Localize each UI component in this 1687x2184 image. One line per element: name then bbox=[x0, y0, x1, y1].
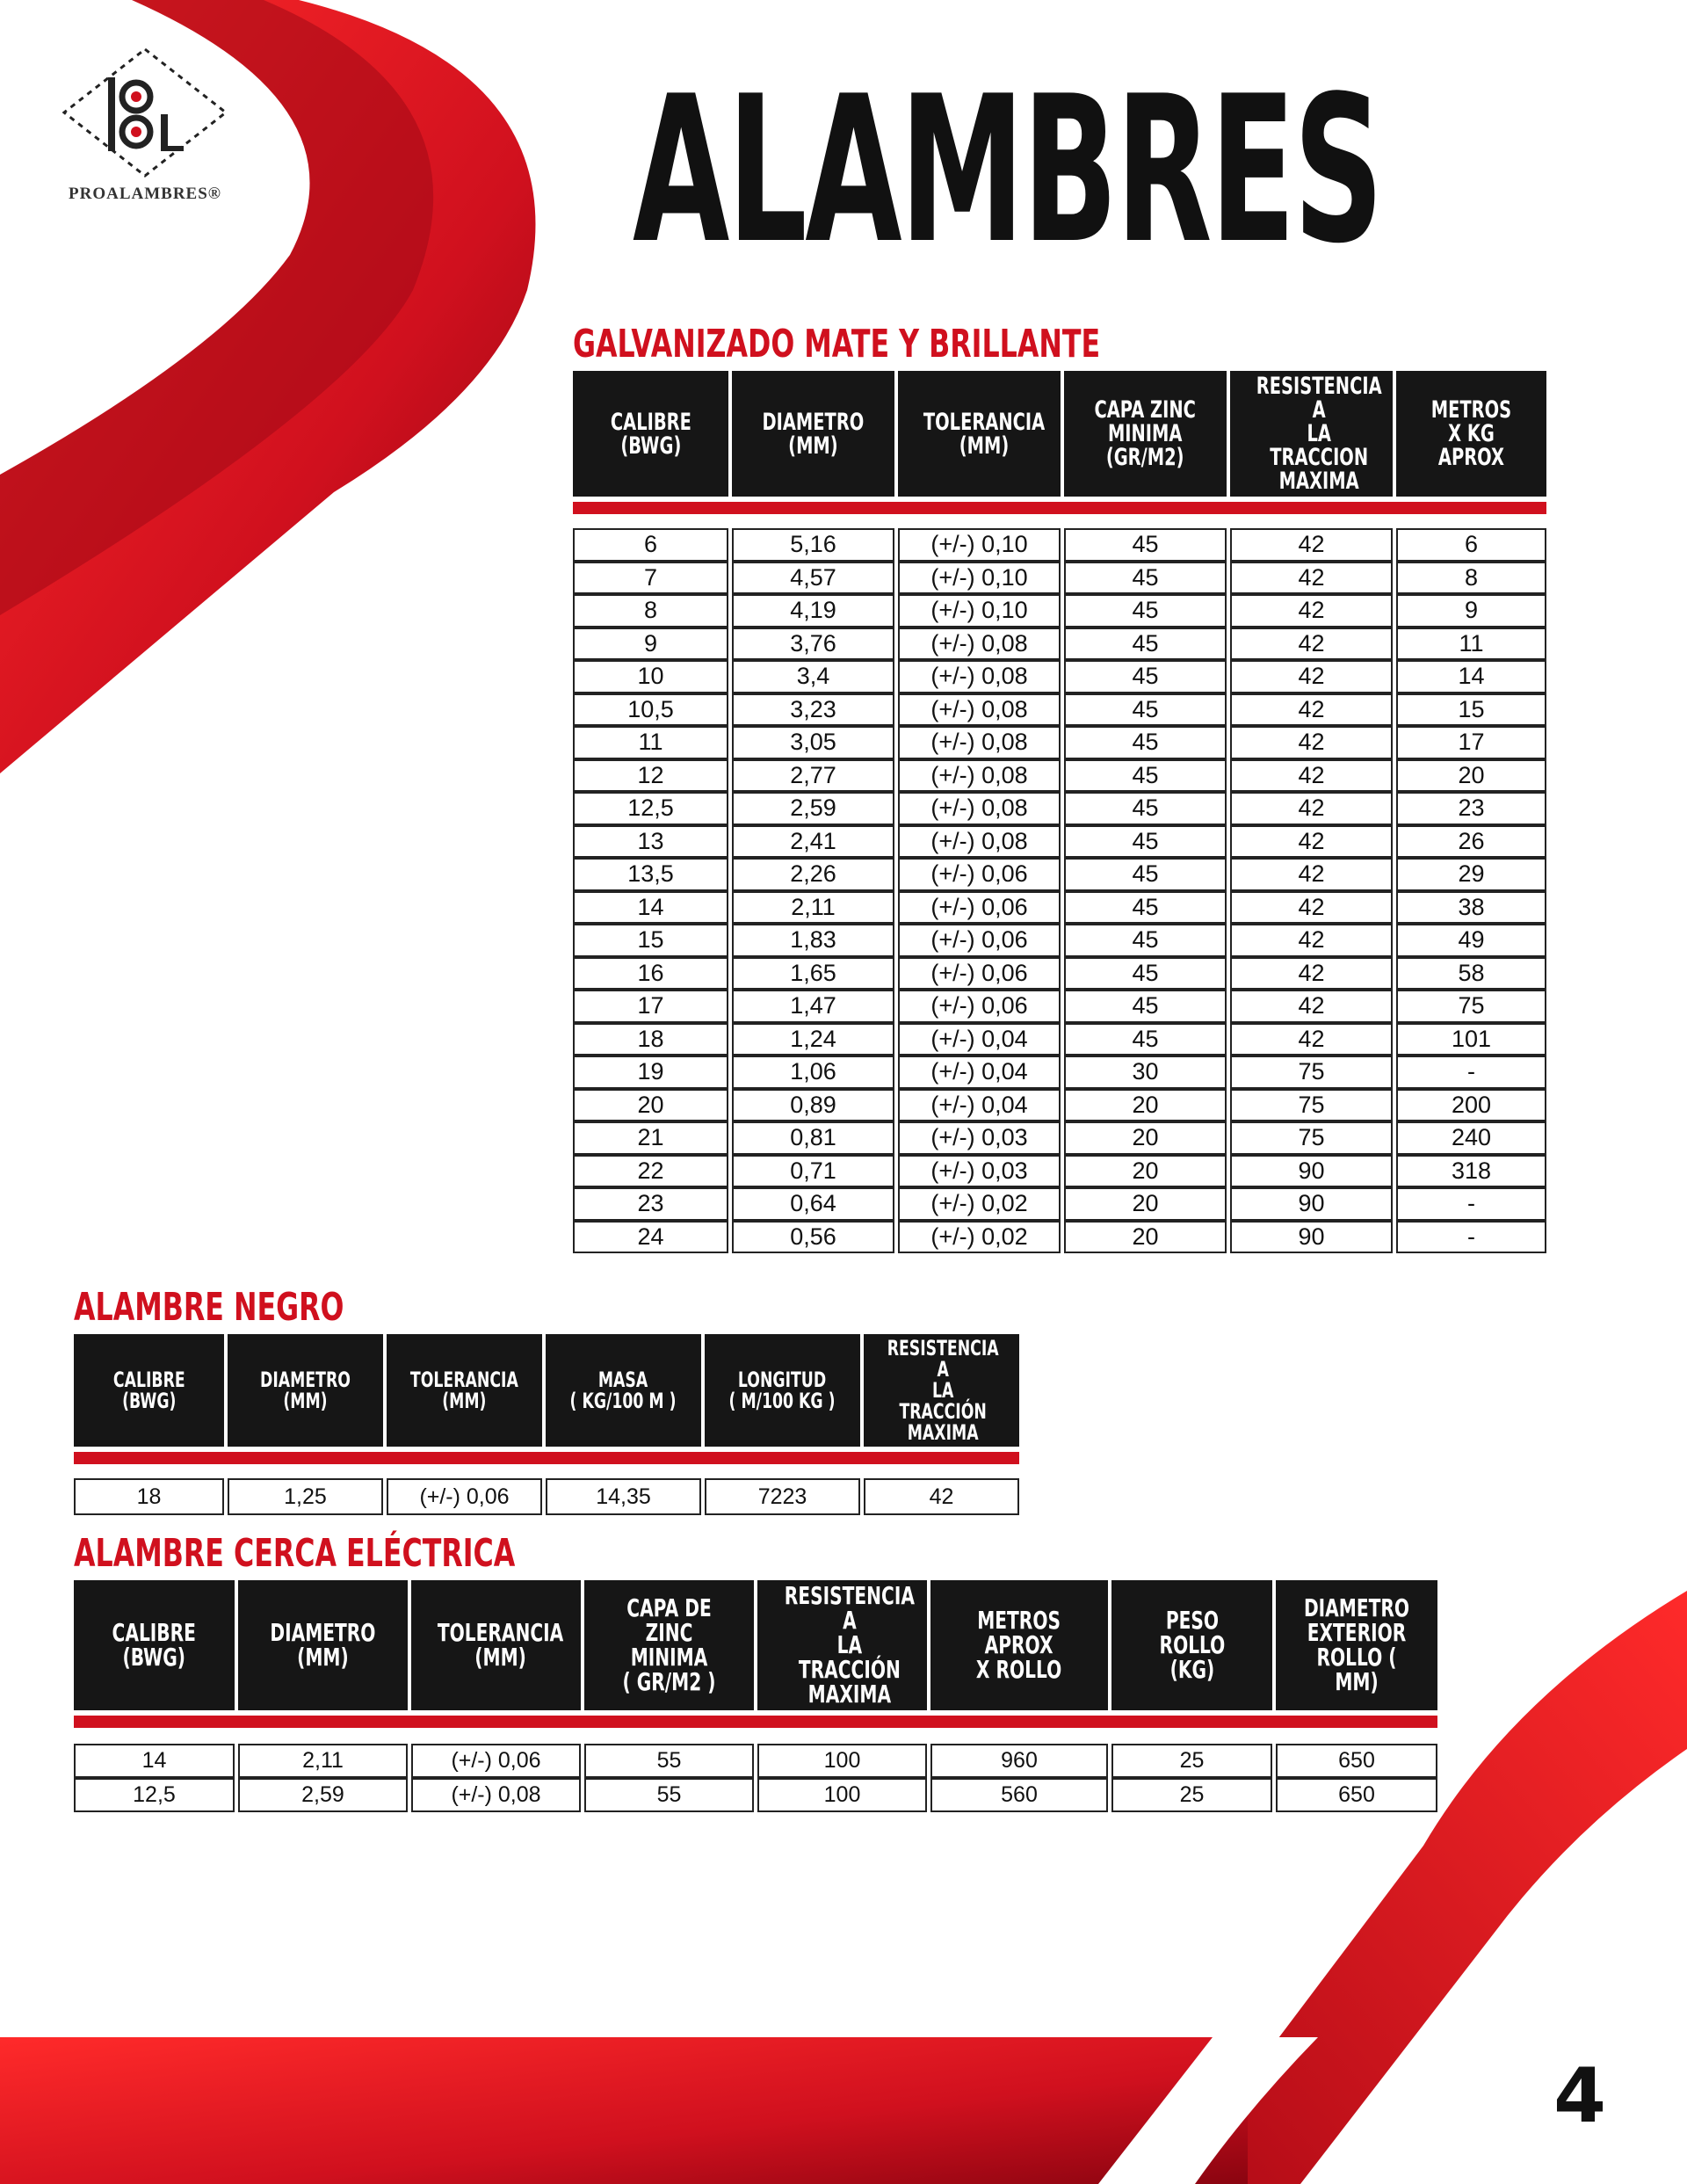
table-cell: 960 bbox=[930, 1744, 1108, 1778]
table-cell: 2,11 bbox=[238, 1744, 408, 1778]
table-row bbox=[573, 1187, 1546, 1221]
table-cell: 45 bbox=[1064, 628, 1227, 661]
table-cell: 101 bbox=[1396, 1023, 1546, 1056]
table-cell: 12 bbox=[573, 759, 728, 793]
table-cell: (+/-) 0,10 bbox=[898, 528, 1061, 562]
galvanizado-table bbox=[569, 371, 1550, 1253]
galvanizado-header-cell: DIAMETRO (MM) bbox=[732, 371, 894, 497]
cerca-section bbox=[74, 1533, 1441, 1812]
table-cell: 14 bbox=[74, 1744, 235, 1778]
table-cell: 42 bbox=[1230, 726, 1393, 759]
table-row bbox=[573, 1089, 1546, 1122]
table-cell: 0,71 bbox=[732, 1155, 894, 1188]
table-cell: 10 bbox=[573, 660, 728, 693]
table-cell: 20 bbox=[1064, 1155, 1227, 1188]
table-row bbox=[573, 759, 1546, 793]
negro-header-cell: MASA ( KG/100 M ) bbox=[546, 1334, 701, 1447]
table-cell: 16 bbox=[573, 957, 728, 990]
table-cell: - bbox=[1396, 1056, 1546, 1089]
table-cell: 45 bbox=[1064, 1023, 1227, 1056]
table-cell: 20 bbox=[1064, 1187, 1227, 1221]
table-row bbox=[74, 1744, 1437, 1778]
table-row bbox=[573, 628, 1546, 661]
table-cell: 13 bbox=[573, 825, 728, 859]
table-cell: 30 bbox=[1064, 1056, 1227, 1089]
table-cell: 45 bbox=[1064, 792, 1227, 825]
cerca-rows bbox=[74, 1744, 1437, 1812]
galvanizado-rows bbox=[573, 528, 1546, 1253]
table-cell: 45 bbox=[1064, 858, 1227, 891]
table-cell: (+/-) 0,08 bbox=[411, 1778, 581, 1812]
table-row bbox=[573, 1155, 1546, 1188]
brand-name: PROALAMBRES® bbox=[69, 185, 221, 203]
cerca-header-cell: DIAMETRO EXTERIOR ROLLO ( MM) bbox=[1276, 1580, 1437, 1710]
table-cell: 18 bbox=[74, 1478, 224, 1515]
negro-header-cell: TOLERANCIA (MM) bbox=[387, 1334, 542, 1447]
table-row bbox=[573, 858, 1546, 891]
red-divider-bar bbox=[573, 502, 1546, 514]
table-cell: 15 bbox=[1396, 693, 1546, 727]
table-cell: (+/-) 0,06 bbox=[898, 891, 1061, 925]
table-cell: 24 bbox=[573, 1221, 728, 1254]
table-cell: (+/-) 0,04 bbox=[898, 1089, 1061, 1122]
table-cell: 650 bbox=[1276, 1744, 1437, 1778]
table-cell: 0,81 bbox=[732, 1121, 894, 1155]
table-cell: (+/-) 0,06 bbox=[898, 858, 1061, 891]
table-row bbox=[573, 990, 1546, 1023]
table-cell: 22 bbox=[573, 1155, 728, 1188]
table-cell: 29 bbox=[1396, 858, 1546, 891]
table-cell: 0,56 bbox=[732, 1221, 894, 1254]
table-cell: 75 bbox=[1396, 990, 1546, 1023]
table-cell: 55 bbox=[584, 1778, 754, 1812]
cerca-header-cell: METROS APROX X ROLLO bbox=[930, 1580, 1108, 1710]
table-cell: 3,23 bbox=[732, 693, 894, 727]
table-cell: 14 bbox=[573, 891, 728, 925]
table-row bbox=[573, 1056, 1546, 1089]
brand-logo bbox=[48, 42, 242, 204]
cerca-header-cell: CAPA DE ZINC MINIMA ( GR/M2 ) bbox=[584, 1580, 754, 1710]
table-cell: 20 bbox=[1064, 1221, 1227, 1254]
table-cell: 45 bbox=[1064, 825, 1227, 859]
table-cell: 0,64 bbox=[732, 1187, 894, 1221]
table-cell: 42 bbox=[1230, 957, 1393, 990]
table-cell: 25 bbox=[1111, 1744, 1272, 1778]
table-cell: 20 bbox=[1396, 759, 1546, 793]
table-cell: (+/-) 0,02 bbox=[898, 1221, 1061, 1254]
galvanizado-header-cell: TOLERANCIA (MM) bbox=[898, 371, 1061, 497]
table-cell: (+/-) 0,02 bbox=[898, 1187, 1061, 1221]
negro-header-cell: CALIBRE (BWG) bbox=[74, 1334, 224, 1447]
table-cell: (+/-) 0,06 bbox=[898, 957, 1061, 990]
table-row bbox=[74, 1478, 1019, 1515]
table-cell: 23 bbox=[1396, 792, 1546, 825]
table-cell: 49 bbox=[1396, 924, 1546, 957]
table-cell: 75 bbox=[1230, 1089, 1393, 1122]
table-cell: 42 bbox=[1230, 891, 1393, 925]
table-row bbox=[573, 924, 1546, 957]
table-cell: 25 bbox=[1111, 1778, 1272, 1812]
table-cell: (+/-) 0,03 bbox=[898, 1121, 1061, 1155]
table-cell: 19 bbox=[573, 1056, 728, 1089]
table-cell: 42 bbox=[1230, 660, 1393, 693]
red-divider-bar bbox=[74, 1452, 1019, 1464]
table-cell: 45 bbox=[1064, 562, 1227, 595]
table-cell: (+/-) 0,10 bbox=[898, 562, 1061, 595]
table-cell: 2,11 bbox=[732, 891, 894, 925]
table-cell: 45 bbox=[1064, 990, 1227, 1023]
table-row bbox=[573, 825, 1546, 859]
table-cell: 0,89 bbox=[732, 1089, 894, 1122]
table-row bbox=[573, 594, 1546, 628]
table-cell: (+/-) 0,08 bbox=[898, 759, 1061, 793]
negro-title: ALAMBRE NEGRO bbox=[74, 1285, 344, 1330]
table-cell: 42 bbox=[1230, 562, 1393, 595]
table-cell: (+/-) 0,03 bbox=[898, 1155, 1061, 1188]
table-cell: 42 bbox=[1230, 594, 1393, 628]
table-cell: 42 bbox=[1230, 924, 1393, 957]
table-cell: 12,5 bbox=[573, 792, 728, 825]
table-cell: 7223 bbox=[705, 1478, 860, 1515]
table-cell: 42 bbox=[1230, 628, 1393, 661]
negro-header-cell: DIAMETRO (MM) bbox=[228, 1334, 383, 1447]
table-cell: 14 bbox=[1396, 660, 1546, 693]
table-cell: 4,19 bbox=[732, 594, 894, 628]
table-cell: 3,76 bbox=[732, 628, 894, 661]
table-cell: 240 bbox=[1396, 1121, 1546, 1155]
table-cell: 17 bbox=[1396, 726, 1546, 759]
table-row bbox=[573, 792, 1546, 825]
table-cell: - bbox=[1396, 1221, 1546, 1254]
table-cell: 6 bbox=[573, 528, 728, 562]
table-cell: (+/-) 0,08 bbox=[898, 726, 1061, 759]
table-cell: 14,35 bbox=[546, 1478, 701, 1515]
table-cell: (+/-) 0,04 bbox=[898, 1023, 1061, 1056]
table-row bbox=[573, 660, 1546, 693]
table-cell: 42 bbox=[1230, 825, 1393, 859]
table-row bbox=[573, 957, 1546, 990]
galvanizado-header-cell: CALIBRE (BWG) bbox=[573, 371, 728, 497]
table-cell: 45 bbox=[1064, 957, 1227, 990]
table-cell: 11 bbox=[1396, 628, 1546, 661]
table-cell: 4,57 bbox=[732, 562, 894, 595]
table-cell: 45 bbox=[1064, 726, 1227, 759]
table-cell: 7 bbox=[573, 562, 728, 595]
table-cell: 3,4 bbox=[732, 660, 894, 693]
table-row bbox=[573, 1221, 1546, 1254]
table-row bbox=[573, 726, 1546, 759]
table-cell: (+/-) 0,06 bbox=[387, 1478, 542, 1515]
table-cell: (+/-) 0,06 bbox=[898, 990, 1061, 1023]
table-cell: 42 bbox=[1230, 759, 1393, 793]
negro-header-cell: LONGITUD ( M/100 KG ) bbox=[705, 1334, 860, 1447]
page-number: 4 bbox=[1553, 2052, 1606, 2140]
galvanizado-title: GALVANIZADO MATE Y BRILLANTE bbox=[573, 322, 1101, 366]
table-cell: 1,25 bbox=[228, 1478, 383, 1515]
table-cell: 9 bbox=[1396, 594, 1546, 628]
table-row bbox=[74, 1778, 1437, 1812]
table-cell: (+/-) 0,10 bbox=[898, 594, 1061, 628]
table-cell: 1,83 bbox=[732, 924, 894, 957]
table-cell: 1,24 bbox=[732, 1023, 894, 1056]
table-cell: (+/-) 0,04 bbox=[898, 1056, 1061, 1089]
table-cell: (+/-) 0,08 bbox=[898, 660, 1061, 693]
table-cell: 2,59 bbox=[238, 1778, 408, 1812]
table-cell: 8 bbox=[1396, 562, 1546, 595]
table-cell: 650 bbox=[1276, 1778, 1437, 1812]
table-cell: 26 bbox=[1396, 825, 1546, 859]
cerca-header-cell: RESISTENCIA A LA TRACCIÓN MAXIMA bbox=[757, 1580, 927, 1710]
table-cell: 42 bbox=[1230, 528, 1393, 562]
table-cell: 1,06 bbox=[732, 1056, 894, 1089]
cerca-header-cell: DIAMETRO (MM) bbox=[238, 1580, 408, 1710]
table-cell: 55 bbox=[584, 1744, 754, 1778]
table-cell: 45 bbox=[1064, 924, 1227, 957]
table-cell: (+/-) 0,08 bbox=[898, 628, 1061, 661]
table-row bbox=[573, 1023, 1546, 1056]
table-cell: (+/-) 0,08 bbox=[898, 693, 1061, 727]
table-row bbox=[573, 528, 1546, 562]
table-cell: 13,5 bbox=[573, 858, 728, 891]
table-cell: 18 bbox=[573, 1023, 728, 1056]
table-cell: 20 bbox=[1064, 1121, 1227, 1155]
table-cell: - bbox=[1396, 1187, 1546, 1221]
table-cell: 75 bbox=[1230, 1056, 1393, 1089]
table-cell: 45 bbox=[1064, 693, 1227, 727]
galvanizado-section bbox=[573, 323, 1550, 1253]
table-cell: 1,47 bbox=[732, 990, 894, 1023]
negro-rows bbox=[74, 1478, 1019, 1515]
table-cell: 100 bbox=[757, 1744, 927, 1778]
negro-header-cell: RESISTENCIA A LA TRACCIÓN MAXIMA bbox=[864, 1334, 1019, 1447]
cerca-title: ALAMBRE CERCA ELÉCTRICA bbox=[74, 1531, 516, 1576]
table-cell: 9 bbox=[573, 628, 728, 661]
table-cell: 11 bbox=[573, 726, 728, 759]
table-cell: 3,05 bbox=[732, 726, 894, 759]
table-cell: 2,77 bbox=[732, 759, 894, 793]
table-cell: 5,16 bbox=[732, 528, 894, 562]
table-cell: 42 bbox=[1230, 990, 1393, 1023]
table-cell: 45 bbox=[1064, 594, 1227, 628]
table-cell: 42 bbox=[1230, 1023, 1393, 1056]
table-cell: 100 bbox=[757, 1778, 927, 1812]
table-cell: 2,41 bbox=[732, 825, 894, 859]
table-cell: 12,5 bbox=[74, 1778, 235, 1812]
table-cell: 42 bbox=[1230, 693, 1393, 727]
table-cell: 58 bbox=[1396, 957, 1546, 990]
table-cell: 10,5 bbox=[573, 693, 728, 727]
cerca-table bbox=[70, 1580, 1441, 1812]
table-cell: 6 bbox=[1396, 528, 1546, 562]
table-cell: 21 bbox=[573, 1121, 728, 1155]
table-row bbox=[573, 693, 1546, 727]
table-row bbox=[573, 562, 1546, 595]
cerca-header-cell: TOLERANCIA (MM) bbox=[411, 1580, 581, 1710]
red-divider-bar bbox=[74, 1716, 1437, 1728]
table-cell: 17 bbox=[573, 990, 728, 1023]
table-cell: 23 bbox=[573, 1187, 728, 1221]
negro-table bbox=[70, 1334, 1023, 1515]
table-cell: 75 bbox=[1230, 1121, 1393, 1155]
galvanizado-header-cell: RESISTENCIA A LA TRACCION MAXIMA bbox=[1230, 371, 1393, 497]
page-title: ALAMBRES bbox=[633, 54, 1382, 288]
table-cell: (+/-) 0,08 bbox=[898, 792, 1061, 825]
table-cell: 560 bbox=[930, 1778, 1108, 1812]
table-cell: 45 bbox=[1064, 660, 1227, 693]
table-cell: 45 bbox=[1064, 891, 1227, 925]
table-cell: 8 bbox=[573, 594, 728, 628]
table-cell: 2,26 bbox=[732, 858, 894, 891]
galvanizado-header-cell: METROS X KG APROX bbox=[1396, 371, 1546, 497]
table-cell: 1,65 bbox=[732, 957, 894, 990]
table-cell: 20 bbox=[1064, 1089, 1227, 1122]
table-cell: 38 bbox=[1396, 891, 1546, 925]
table-row bbox=[573, 891, 1546, 925]
table-cell: (+/-) 0,06 bbox=[898, 924, 1061, 957]
table-cell: 42 bbox=[1230, 858, 1393, 891]
table-cell: 200 bbox=[1396, 1089, 1546, 1122]
table-cell: 42 bbox=[864, 1478, 1019, 1515]
table-cell: 318 bbox=[1396, 1155, 1546, 1188]
cerca-header-cell: CALIBRE (BWG) bbox=[74, 1580, 235, 1710]
barbed-wire-logo-icon bbox=[57, 42, 233, 183]
table-cell: 90 bbox=[1230, 1187, 1393, 1221]
table-cell: 90 bbox=[1230, 1155, 1393, 1188]
table-cell: (+/-) 0,08 bbox=[898, 825, 1061, 859]
table-cell: (+/-) 0,06 bbox=[411, 1744, 581, 1778]
table-row bbox=[573, 1121, 1546, 1155]
negro-section bbox=[74, 1287, 1023, 1515]
table-cell: 15 bbox=[573, 924, 728, 957]
table-cell: 20 bbox=[573, 1089, 728, 1122]
table-cell: 42 bbox=[1230, 792, 1393, 825]
table-cell: 45 bbox=[1064, 528, 1227, 562]
table-cell: 90 bbox=[1230, 1221, 1393, 1254]
galvanizado-header-cell: CAPA ZINC MINIMA (GR/M2) bbox=[1064, 371, 1227, 497]
cerca-header-cell: PESO ROLLO (KG) bbox=[1111, 1580, 1272, 1710]
table-cell: 2,59 bbox=[732, 792, 894, 825]
table-cell: 45 bbox=[1064, 759, 1227, 793]
